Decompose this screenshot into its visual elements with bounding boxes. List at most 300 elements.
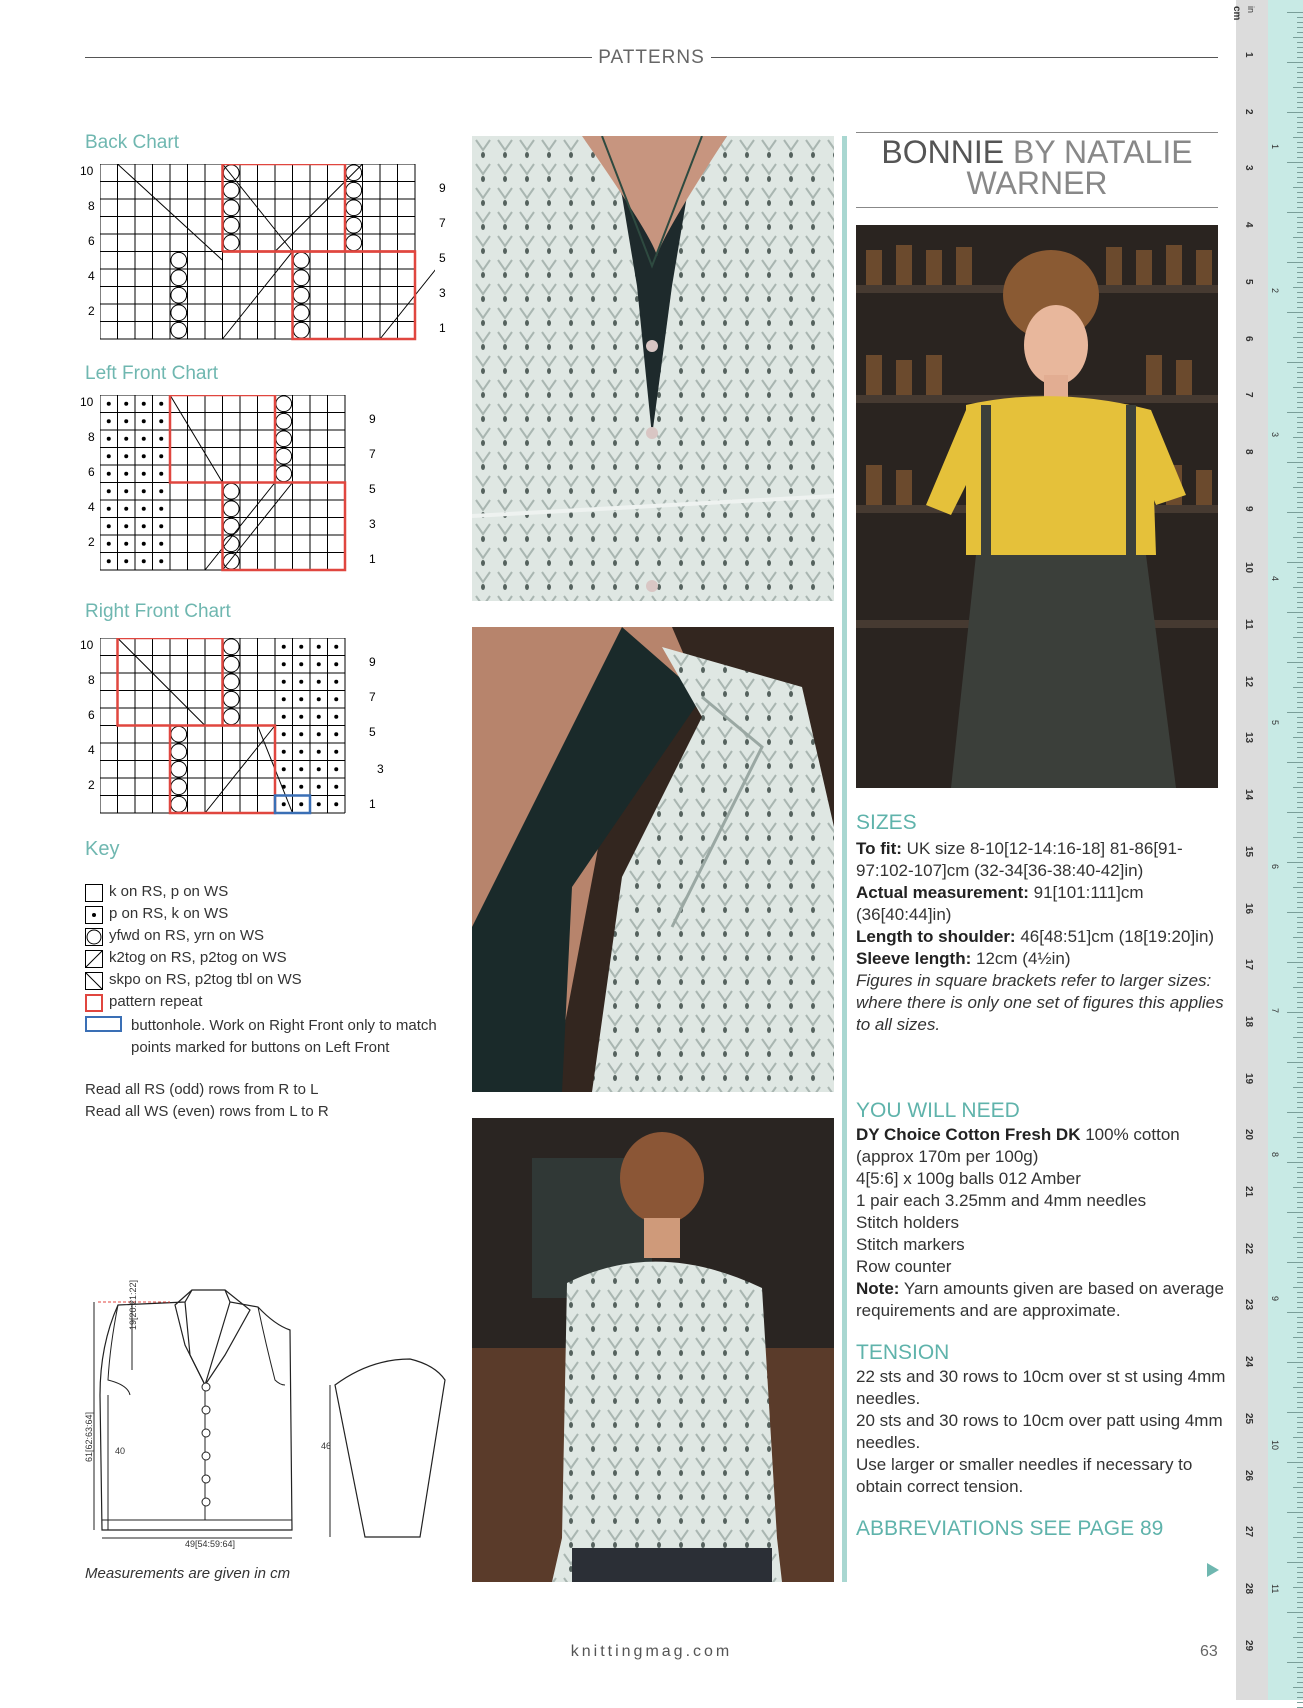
ruler-tick [1297,432,1303,433]
read-ws-note: Read all WS (even) rows from L to R [85,1103,329,1120]
ruler-tick [1297,1217,1303,1218]
ruler-tick [1287,1462,1303,1463]
ruler-tick [1297,1132,1303,1133]
ruler-tick [1297,727,1303,728]
ruler-tick [1297,1292,1303,1293]
ruler-tick [1287,212,1303,213]
ruler-tick [1297,742,1303,743]
ruler-tick [1297,1352,1303,1353]
lf-row-label: 7 [369,447,376,461]
ruler-tick [1297,997,1303,998]
ruler-tick [1297,1202,1303,1203]
ruler-tick [1287,862,1303,863]
ruler-tick [1297,22,1303,23]
ruler-tick [1297,332,1303,333]
ruler-tick [1297,482,1303,483]
lf-row-label: 9 [369,412,376,426]
ruler-tick [1293,1537,1303,1538]
ruler-tick [1297,1392,1303,1393]
ruler-tick [1297,947,1303,948]
ruler-tick [1293,737,1303,738]
ruler-tick [1297,1052,1303,1053]
ruler-tick [1297,532,1303,533]
ruler-tick [1297,1407,1303,1408]
ruler-tick [1297,357,1303,358]
ruler-tick [1297,307,1303,308]
ruler-tick [1297,1267,1303,1268]
ruler-in-number: 9 [1270,1296,1280,1302]
ruler-tick [1297,677,1303,678]
ruler-tick [1297,27,1303,28]
ruler-tick [1297,72,1303,73]
key-item-label: k2tog on RS, p2tog on WS [109,949,287,966]
ruler-tick [1287,1662,1303,1663]
ruler-tick [1297,1152,1303,1153]
ruler-tick [1297,1492,1303,1493]
ruler-tick [1287,1412,1303,1413]
ruler-tick [1287,1062,1303,1063]
ruler-tick [1297,1477,1303,1478]
ruler-tick [1297,772,1303,773]
ruler-tick [1297,227,1303,228]
key-item-label: yfwd on RS, yrn on WS [109,927,265,944]
ruler-tick [1293,1037,1303,1038]
materials-block [856,1124,1226,1322]
ruler-in-number: 8 [1270,1152,1280,1158]
accent-bar [842,136,847,1582]
ruler-tick [1297,17,1303,18]
ruler-tick [1297,1297,1303,1298]
ruler-tick [1297,407,1303,408]
buttonhole-box-icon [85,1016,122,1032]
k2tog-slash-icon [85,950,103,968]
ruler-tick [1287,112,1303,113]
ruler-tick [1297,1127,1303,1128]
ruler-tick [1297,1142,1303,1143]
ruler-tick [1297,477,1303,478]
ruler-tick [1297,97,1303,98]
ruler-tick [1297,257,1303,258]
ruler-tick [1297,722,1303,723]
ruler-tick [1297,617,1303,618]
section-header [0,47,1303,69]
back-row-label: 10 [80,164,94,178]
rf-row-label: 8 [88,673,95,687]
ruler-tick [1297,777,1303,778]
ruler-tick [1297,392,1303,393]
ruler-tick [1293,837,1303,838]
ruler-tick [1297,1572,1303,1573]
ruler-tick [1297,167,1303,168]
ruler-tick [1293,1187,1303,1188]
ruler-tick [1297,457,1303,458]
ruler-tick [1297,157,1303,158]
ruler-tick [1297,567,1303,568]
key-item-label: k on RS, p on WS [109,883,229,900]
ruler-tick [1297,1617,1303,1618]
ruler-tick [1297,252,1303,253]
back-row-label: 9 [439,181,446,195]
ruler-tick [1297,422,1303,423]
ruler-tick [1297,747,1303,748]
ruler-tick [1297,1457,1303,1458]
site-url: knittingmag.com [570,1643,733,1660]
ruler-tick [1287,1562,1303,1563]
actual-label: Actual measurement: [856,883,1029,902]
ruler-tick [1297,377,1303,378]
rf-row-label: 10 [80,638,94,652]
ruler-cm-number: 2 [1243,108,1254,115]
ruler-tick [1287,462,1303,463]
ruler-in-number: 10 [1270,1440,1280,1451]
ruler-tick [1297,1472,1303,1473]
ruler-tick [1297,952,1303,953]
markers-line: Stitch markers [856,1235,965,1254]
ruler-tick [1297,1467,1303,1468]
neck-depth-measure: 19[20:21:22] [128,1279,138,1330]
ruler-tick [1293,787,1303,788]
to-fit-label: To fit: [856,839,902,858]
ruler-tick [1297,597,1303,598]
ruler-tick [1297,697,1303,698]
ruler-tick [1297,922,1303,923]
ruler-tick [1297,807,1303,808]
ruler-cm-number: 21 [1243,1186,1254,1198]
ruler-tick [1297,322,1303,323]
ruler-tick [1297,1117,1303,1118]
rf-row-label: 3 [377,762,384,776]
sleeve-line [856,948,1226,970]
ruler-tick [1297,1672,1303,1673]
ruler-tick [1297,517,1303,518]
ruler-in-number: 5 [1270,720,1280,726]
ruler-tick [1297,872,1303,873]
ruler-tick [1297,1627,1303,1628]
ruler-tick [1287,362,1303,363]
lf-row-label: 3 [369,517,376,531]
ruler-cm-number: 27 [1243,1526,1254,1538]
ruler-tick [1297,1357,1303,1358]
ruler-tick [1297,1072,1303,1073]
ruler-tick [1293,387,1303,388]
ruler-tick [1297,527,1303,528]
ruler-tick [1297,1177,1303,1178]
ruler-cm-number: 26 [1243,1469,1254,1481]
ruler-tick [1287,1162,1303,1163]
ruler-tick [1297,897,1303,898]
ruler-tick [1297,1252,1303,1253]
ruler-in-unit: in [1246,6,1256,14]
ruler-tick [1297,1172,1303,1173]
ruler-tick [1287,1612,1303,1613]
ruler-tick [1297,657,1303,658]
ruler-tick [1297,232,1303,233]
tension-heading: TENSION [856,1341,950,1364]
ruler-tick [1297,1372,1303,1373]
abbreviations-link[interactable]: ABBREVIATIONS SEE PAGE 89 [856,1517,1164,1540]
ruler-tick [1293,687,1303,688]
ruler-tick [1297,1302,1303,1303]
ruler-tick [1297,842,1303,843]
ruler-tick [1297,1422,1303,1423]
ruler-tick [1297,967,1303,968]
ruler-tick [1297,1222,1303,1223]
ruler-tick [1293,637,1303,638]
tension-patt: 20 sts and 30 rows to 10cm over patt using 4mm needles. [856,1411,1223,1452]
ruler-tick [1287,812,1303,813]
ruler-tick [1297,1442,1303,1443]
ruler-tick [1297,327,1303,328]
ruler-cm-number: 29 [1243,1639,1254,1651]
rf-row-label: 1 [369,797,376,811]
ruler-tick [1297,1702,1303,1703]
back-row-label: 7 [439,216,446,230]
ruler-tick [1297,957,1303,958]
ruler-tick [1287,512,1303,513]
ruler-tick [1297,757,1303,758]
ruler-tick [1287,412,1303,413]
ruler-tick [1297,1482,1303,1483]
ruler-tick [1297,402,1303,403]
ruler-tick [1297,602,1303,603]
ruler-tick [1297,1582,1303,1583]
ruler-tick [1297,1697,1303,1698]
pattern-title-byline: BY NATALIE WARNER [966,134,1193,201]
ruler-cm-number: 28 [1243,1582,1254,1595]
actual-value: 91[101:111]cm (36[40:44]in) [856,883,1144,924]
ruler-in-number: 6 [1270,864,1280,870]
ruler-tick [1297,892,1303,893]
ruler-tick [1297,802,1303,803]
sleeve-value: 12cm (4½in) [976,949,1071,968]
ruler-cm-number: 17 [1243,959,1254,971]
sizes-heading: SIZES [856,811,917,834]
length-line [856,926,1226,948]
rf-row-label: 2 [88,778,95,792]
lf-row-label: 2 [88,535,95,549]
ruler-tick [1297,1227,1303,1228]
ruler-tick [1297,832,1303,833]
ruler-tick [1297,1602,1303,1603]
ruler-tick [1297,977,1303,978]
ruler-tick [1297,182,1303,183]
ruler-tick [1297,467,1303,468]
left-front-chart-grid [100,395,365,573]
ruler-tick [1297,217,1303,218]
counter-line: Row counter [856,1257,952,1276]
ruler-tick [1297,1667,1303,1668]
back-row-label: 1 [439,321,446,335]
ruler-tick [1297,1597,1303,1598]
ruler-tick [1297,1652,1303,1653]
ruler-tick [1297,172,1303,173]
ruler-tick [1293,987,1303,988]
ruler-tick [1297,1447,1303,1448]
ruler-tick [1297,1542,1303,1543]
ruler-tick [1297,1502,1303,1503]
title-rule-top [856,132,1218,133]
ruler-tick [1297,607,1303,608]
ruler-tick [1293,1237,1303,1238]
ruler-tick [1293,1387,1303,1388]
ruler-tick [1297,1047,1303,1048]
ruler-tick [1297,1002,1303,1003]
ruler-tick [1297,1307,1303,1308]
ruler-tick [1297,1007,1303,1008]
ruler-tick [1297,367,1303,368]
ruler-tick [1293,337,1303,338]
ruler-tick [1287,1012,1303,1013]
balls-line: 4[5:6] x 100g balls 012 Amber [856,1169,1081,1188]
ruler-tick [1297,222,1303,223]
ruler-tick [1297,242,1303,243]
ruler-in-number: 4 [1270,576,1280,582]
back-chart-title: Back Chart [85,132,179,153]
ruler-tick [1297,972,1303,973]
yarn-label: DY Choice Cotton Fresh DK [856,1125,1081,1144]
yarn-line [856,1124,1226,1168]
ruler-tick [1297,1332,1303,1333]
ruler-tick [1297,642,1303,643]
key-item-label: buttonhole. Work on Right Front only to match points marked for buttons on Left Front [131,1017,437,1056]
ruler-tick [1297,1032,1303,1033]
ruler-tick [1293,187,1303,188]
ruler-tick [1297,277,1303,278]
ruler-tick [1297,1017,1303,1018]
section-header-label: PATTERNS [592,47,711,68]
back-row-label: 8 [88,199,95,213]
ruler-tick [1297,197,1303,198]
ruler-tick [1297,1377,1303,1378]
yarn-note-line [856,1278,1226,1322]
ruler-tick [1297,732,1303,733]
ruler-tick [1297,1042,1303,1043]
ruler-tick [1287,562,1303,563]
ruler-tick [1293,537,1303,538]
ruler-cm-number: 4 [1243,222,1254,228]
purl-dot-icon [85,906,103,924]
ruler-tick [1297,1452,1303,1453]
ruler-tick [1297,1167,1303,1168]
ruler-cm-number: 19 [1243,1072,1254,1084]
ruler-tick [1297,282,1303,283]
ruler-tick [1297,647,1303,648]
waist-length-measure: 40 [115,1446,126,1456]
ruler-tick [1287,962,1303,963]
ruler-cm-number: 11 [1243,619,1254,630]
ruler-tick [1297,1082,1303,1083]
ruler-tick [1297,1522,1303,1523]
ruler-tick [1297,1327,1303,1328]
ruler-tick [1297,502,1303,503]
ruler-tick [1297,852,1303,853]
ruler-tick [1297,822,1303,823]
ruler-tick [1297,317,1303,318]
length-label: Length to shoulder: [856,927,1016,946]
ruler-tick [1297,1557,1303,1558]
model-yellow-top-photo [856,225,1218,788]
ruler-in-number: 7 [1270,1008,1280,1014]
ruler-tick [1293,437,1303,438]
ruler-tick [1293,1587,1303,1588]
ruler-tick [1287,1362,1303,1363]
lf-row-label: 8 [88,430,95,444]
ruler-tick [1297,57,1303,58]
back-row-label: 5 [439,251,446,265]
holders-line: Stitch holders [856,1213,959,1232]
ruler-tick [1297,177,1303,178]
ruler-tick [1297,882,1303,883]
pattern-title-name: BONNIE [881,134,1005,170]
back-row-label: 4 [88,269,95,283]
ruler-tick [1297,492,1303,493]
ruler-tick [1297,192,1303,193]
rf-row-label: 9 [369,655,376,669]
length-measure: 61[62:63:64] [84,1411,94,1462]
ruler-tick [1297,1097,1303,1098]
ruler-tick [1293,1687,1303,1688]
ruler-tick [1293,287,1303,288]
rf-row-label: 5 [369,725,376,739]
ruler-tick [1297,557,1303,558]
ruler-cm-number: 16 [1243,902,1254,914]
ruler-tick [1287,1212,1303,1213]
ruler-cm-number: 15 [1243,845,1254,857]
ruler-tick [1293,1437,1303,1438]
ruler-cm-number: 8 [1243,448,1254,455]
ruler-tick [1297,1277,1303,1278]
ruler-tick [1297,672,1303,673]
length-value: 46[48:51]cm (18[19:20]in) [1020,927,1215,946]
ruler-tick [1287,762,1303,763]
ruler-tick [1287,1112,1303,1113]
ruler-tick [1297,1282,1303,1283]
ruler-tick [1297,792,1303,793]
yarn-over-circle-icon [85,928,103,946]
tension-stst: 22 sts and 30 rows to 10cm over st st using 4mm needles. [856,1367,1226,1408]
sizes-note-text: Figures in square brackets refer to larger sizes: where there is only one set of figures this applies to all sizes. [856,971,1224,1034]
ruler-tick [1297,127,1303,128]
ruler-tick [1297,447,1303,448]
ruler-tick [1297,707,1303,708]
ruler-tick [1287,1312,1303,1313]
ruler-tick [1297,472,1303,473]
ruler-tick [1297,902,1303,903]
title-rule-bottom [856,207,1218,208]
ruler-cm-number: 20 [1243,1129,1254,1141]
ruler-tick [1297,1317,1303,1318]
ruler-tick [1297,32,1303,33]
lf-row-label: 1 [369,552,376,566]
ruler-tick [1287,662,1303,663]
needles-line: 1 pair each 3.25mm and 4mm needles [856,1191,1147,1210]
ruler-tick [1297,292,1303,293]
ruler-tick [1297,1552,1303,1553]
ruler-tick [1287,12,1303,13]
ruler-tick [1297,717,1303,718]
ruler-tick [1297,47,1303,48]
ruler-tick [1297,1197,1303,1198]
ruler-tick [1297,1607,1303,1608]
ruler-tick [1287,712,1303,713]
ruler-tick [1297,1517,1303,1518]
ruler-tick [1297,347,1303,348]
ruler-tick [1297,1027,1303,1028]
back-chart-grid [100,164,435,342]
knit-symbol-icon [85,884,103,902]
ruler-tick [1297,82,1303,83]
ruler-tick [1297,827,1303,828]
